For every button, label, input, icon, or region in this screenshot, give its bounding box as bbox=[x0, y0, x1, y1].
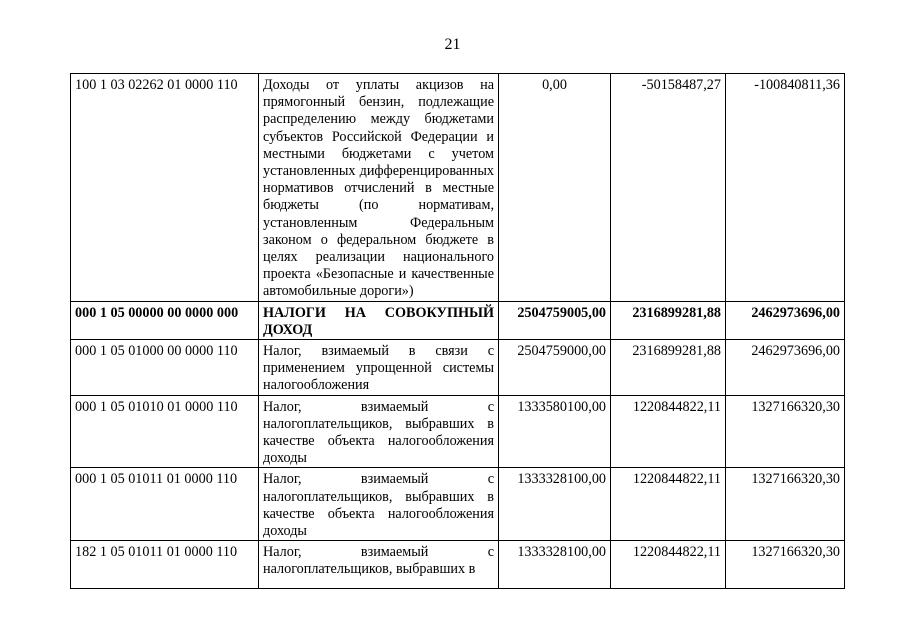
table-row bbox=[71, 340, 845, 396]
amount-cell-1: 1333328100,00 bbox=[499, 541, 611, 589]
table-row bbox=[71, 395, 845, 468]
budget-code-cell: 100 1 03 02262 01 0000 110 bbox=[71, 74, 259, 302]
amount-cell-1: 1333580100,00 bbox=[499, 395, 611, 468]
amount-cell-2: 2316899281,88 bbox=[611, 301, 726, 339]
revenue-name-cell: Налог, взимаемый в связи с применением упрощенной системы налогообложения bbox=[259, 340, 499, 396]
amount-cell-3: 1327166320,30 bbox=[726, 395, 845, 468]
amount-cell-2: 1220844822,11 bbox=[611, 395, 726, 468]
budget-code-cell: 000 1 05 01000 00 0000 110 bbox=[71, 340, 259, 396]
amount-cell-1: 0,00 bbox=[499, 74, 611, 302]
amount-cell-3: 1327166320,30 bbox=[726, 541, 845, 589]
table-row bbox=[71, 301, 845, 339]
amount-cell-3: 1327166320,30 bbox=[726, 468, 845, 541]
table-row bbox=[71, 468, 845, 541]
amount-cell-2: 1220844822,11 bbox=[611, 468, 726, 541]
amount-cell-2: -50158487,27 bbox=[611, 74, 726, 302]
budget-code-cell: 000 1 05 01010 01 0000 110 bbox=[71, 395, 259, 468]
table-row bbox=[71, 541, 845, 589]
amount-cell-3: 2462973696,00 bbox=[726, 301, 845, 339]
revenue-name-cell: Налог, взимаемый с налогоплательщиков, выбравших в bbox=[259, 541, 499, 589]
page-number: 21 bbox=[444, 36, 461, 53]
budget-revenue-table bbox=[70, 73, 845, 589]
budget-code-cell: 000 1 05 01011 01 0000 110 bbox=[71, 468, 259, 541]
revenue-name-cell: Налог, взимаемый с налогоплательщиков, выбравших в качестве объекта налогообложения доходы bbox=[259, 468, 499, 541]
amount-cell-1: 1333328100,00 bbox=[499, 468, 611, 541]
amount-cell-1: 2504759005,00 bbox=[499, 301, 611, 339]
budget-code-cell: 000 1 05 00000 00 0000 000 bbox=[71, 301, 259, 339]
amount-cell-1: 2504759000,00 bbox=[499, 340, 611, 396]
amount-cell-2: 1220844822,11 bbox=[611, 541, 726, 589]
revenue-name-cell: НАЛОГИ НА СОВОКУПНЫЙ ДОХОД bbox=[259, 301, 499, 339]
revenue-name-cell: Налог, взимаемый с налогоплательщиков, выбравших в качестве объекта налогообложения доходы bbox=[259, 395, 499, 468]
revenue-name-cell: Доходы от уплаты акцизов на прямогонный бензин, подлежащие распределению между бюджетами субъектов Российской Федерации и местными бюджетами с учетом установленных дифференцированных нормативов отчислений в местные бюджеты (по нормативам, установленным Федеральным законом о федеральном бюджете в целях реализации национального проекта «Безопасные и качественные автомобильные дороги») bbox=[259, 74, 499, 302]
amount-cell-2: 2316899281,88 bbox=[611, 340, 726, 396]
amount-cell-3: -100840811,36 bbox=[726, 74, 845, 302]
table-row bbox=[71, 74, 845, 302]
amount-cell-3: 2462973696,00 bbox=[726, 340, 845, 396]
budget-code-cell: 182 1 05 01011 01 0000 110 bbox=[71, 541, 259, 589]
